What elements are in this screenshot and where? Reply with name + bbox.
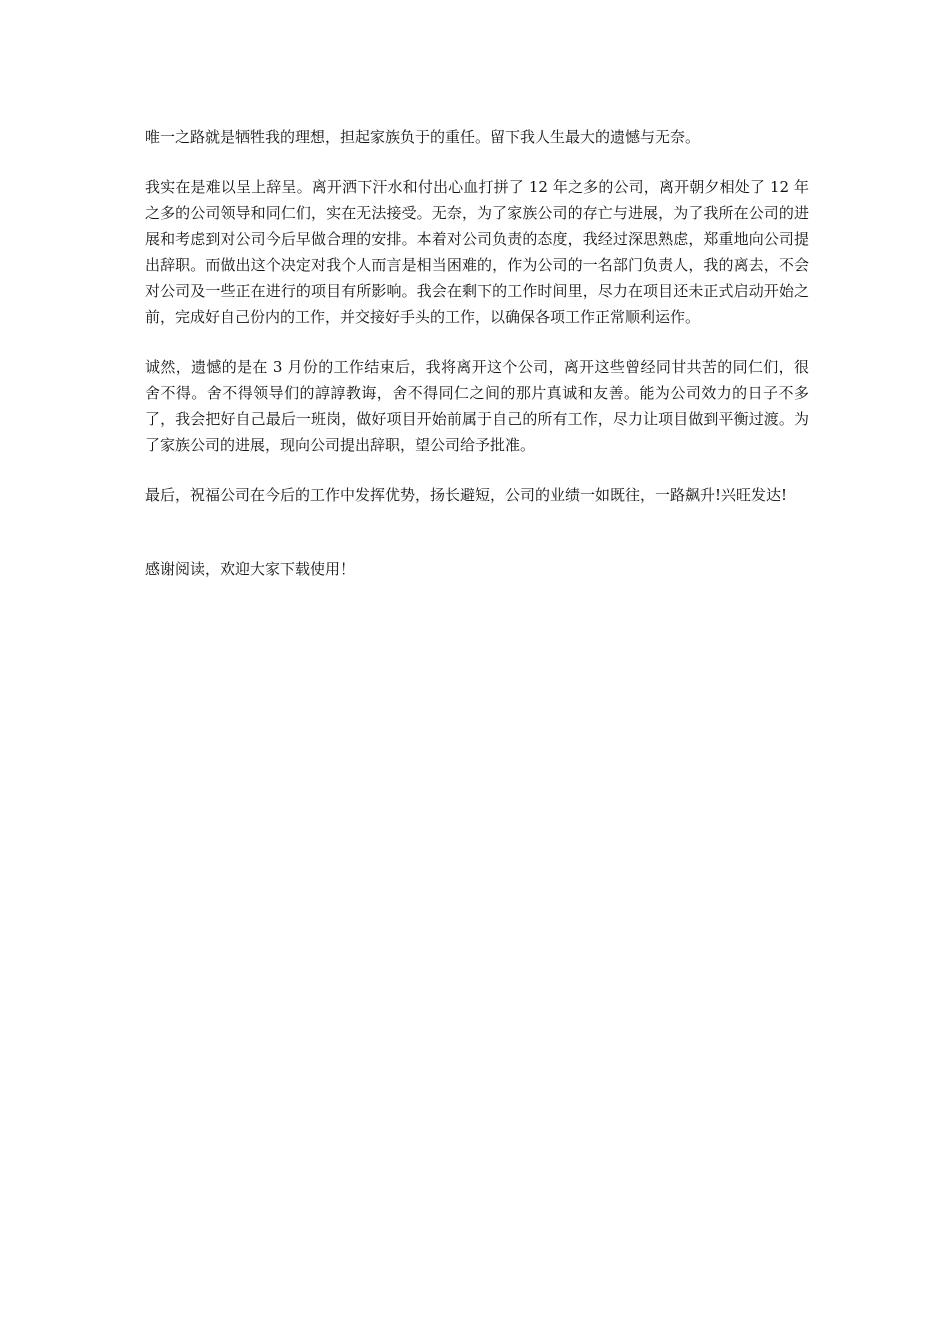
paragraph-2: 我实在是难以呈上辞呈。离开洒下汗水和付出心血打拼了 12 年之多的公司，离开朝夕相处了 12 年之多的公司领导和同仁们，实在无法接受。无奈，为了家族公司的存亡与进展，为了我所在公司的进展和考虑到对公司今后早做合理的安排。本着对公司负责的态度，我经过深思熟虑，郑重地向公司提出辞职。而做出这个决定对我个人而言是相当困难的，作为公司的一名部门负责人，我的离去，不会对公司及一些正在进行的项目有所影响。我会在剩下的工作时间里，尽力在项目还未正式启动开始之前，完成好自己份内的工作，并交接好手头的工作，以确保各项工作正常顺利运作。 [145,178,809,326]
paragraph-4: 最后，祝福公司在今后的工作中发挥优势，扬长避短，公司的业绩一如既往，一路飙升!兴旺发达! [145,486,788,504]
paragraph-3: 诚然，遗憾的是在 3 月份的工作结束后，我将离开这个公司，离开这些曾经同甘共苦的同仁们，很舍不得。舍不得领导们的諄諄教诲，舍不得同仁之间的那片真诚和友善。能为公司效力的日子不多了，我会把好自己最后一班岗，做好项目开始前属于自己的所有工作，尽力让项目做到平衡过渡。为了家族公司的进展，现向公司提出辞职，望公司给予批准。 [145,358,809,454]
paragraph-1: 唯一之路就是牺牲我的理想，担起家族负于的重任。留下我人生最大的遗憾与无奈。 [145,128,701,146]
closing-note: 感谢阅读，欢迎大家下载使用！ [145,560,356,578]
document-body [145,124,809,606]
